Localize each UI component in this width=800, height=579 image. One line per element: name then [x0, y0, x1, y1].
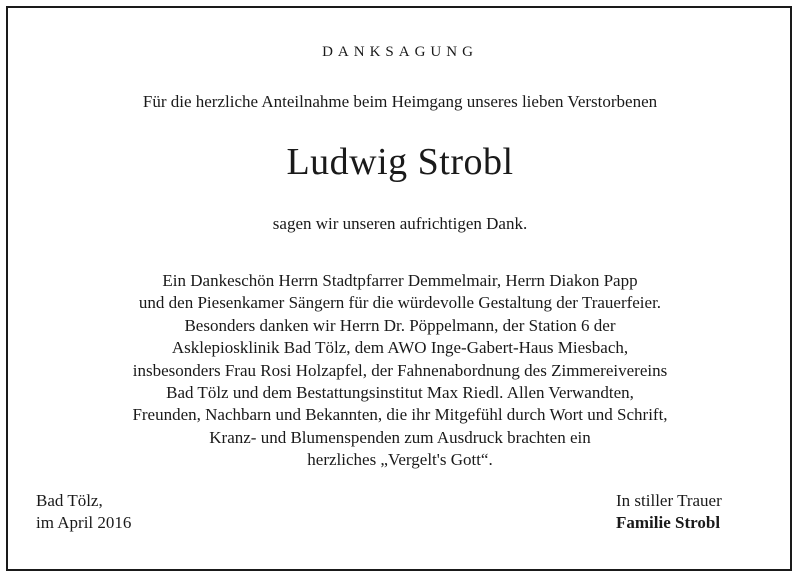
body-line: Bad Tölz und dem Bestattungsinstitut Max Riedl. Allen Verwandten,	[166, 383, 634, 403]
body-line: Kranz- und Blumenspenden zum Ausdruck brachten ein	[209, 427, 591, 447]
body-line: und den Piesenkamer Sängern für die würdevolle Gestaltung der Trauerfeier.	[138, 293, 662, 313]
body-line: Asklepiosklinik Bad Tölz, dem AWO Inge-Gabert-Haus Miesbach,	[171, 338, 629, 358]
notice-heading: DANKSAGUNG	[322, 44, 478, 60]
intro-text: Für die herzliche Anteilnahme beim Heimgang unseres lieben Verstorbenen	[142, 92, 658, 111]
thanks-line: sagen wir unseren aufrichtigen Dank.	[272, 214, 528, 233]
family-name: Familie Strobl	[616, 513, 721, 532]
place: Bad Tölz,	[36, 491, 103, 510]
thanks-body	[0, 270, 800, 472]
closing-line: In stiller Trauer	[616, 491, 722, 510]
place-date-block	[36, 490, 131, 534]
body-line: Freunden, Nachbarn und Bekannten, die ihr Mitgefühl durch Wort und Schrift,	[132, 405, 668, 425]
deceased-name: Ludwig Strobl	[286, 141, 514, 183]
body-line: Ein Dankeschön Herrn Stadtpfarrer Demmelmair, Herrn Diakon Papp	[162, 271, 638, 290]
body-line: Besonders danken wir Herrn Dr. Pöppelmann, der Station 6 der	[184, 315, 616, 335]
signature-block	[616, 490, 722, 534]
body-line: herzliches „Vergelt's Gott“.	[307, 450, 493, 470]
body-line: insbesonders Frau Rosi Holzapfel, der Fahnenabordnung des Zimmereivereins	[132, 360, 668, 380]
date: im April 2016	[36, 513, 132, 532]
